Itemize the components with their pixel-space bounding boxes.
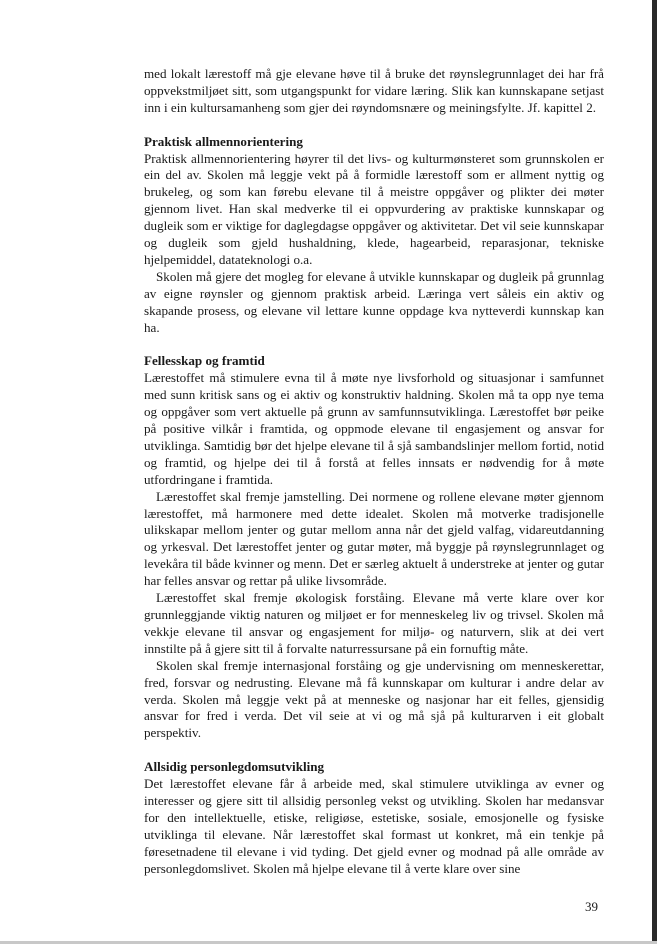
body-paragraph: Lærestoffet skal fremje jamstelling. Dei normene og rollene elevane møter gjennom lærestoffet, må harmonere med dette idealet. Skolen må motverke tradisjonelle ulikskapar mellom jenter og gutar mellom anna når det gjeld valfag, vidareutdanning og yrkesval. Det lærestoffet jenter og gutar møter, må byggje på røynslegrunnlaget og levekåra til både kvinner og menn. Det er særleg aktuelt å understreke at jenter og gutar har felles ansvar og rettar på ulike livsområde. xyxy=(144,488,604,589)
document-body xyxy=(144,66,604,877)
body-paragraph: Skolen må gjere det mogleg for elevane å utvikle kunnskapar og dugleik på grunnlag av eigne røynsler og gjennom praktisk arbeid. Læringa vert såleis ein aktiv og skapande prosess, og elevane vil lettare kunne oppdage kva nytteverdi kunnskap kan ha. xyxy=(144,268,604,335)
page-number: 39 xyxy=(585,899,598,914)
body-paragraph: Skolen skal fremje internasjonal forståing og gje undervisning om menneskerettar, fred, forsvar og nedrusting. Elevane må få kunnskapar om kulturar i andre delar av verda. Skolen må leggje vekt på at menneske og nasjonar har eit felles, gjensidig ansvar for fred i verda. Det vil seie at vi og må sjå på kulturarven i eit globalt perspektiv. xyxy=(144,657,604,741)
section-personlegdom xyxy=(144,759,604,877)
body-paragraph: Lærestoffet må stimulere evna til å møte nye livsforhold og situasjonar i samfunnet med sunn kritisk sans og ei aktiv og konstruktiv haldning. Skolen må ta opp nye tema og oppgåver som vert aktuelle på grunn av samfunnsutviklinga. Lærestoffet bør peike på positive vilkår i framtida, og oppmode elevane til engasjement og ansvar for utviklinga. Samtidig bør det hjelpe elevane til å sjå sambandslinjer mellom fortid, notid og framtid, og hjelpe dei til å forstå at felles innsats er nødvendig for å møte utfordringane i framtida. xyxy=(144,370,604,487)
body-paragraph: Lærestoffet skal fremje økologisk forståing. Elevane må verte klare over kor grunnleggjande viktig naturen og miljøet er for menneskeleg liv og trivsel. Skolen må vekkje elevane til ansvar og engasjement for miljø- og naturvern, slik at dei vert innstilte på å gjere sitt til å forvalte naturressursane på ein fornuftig måte. xyxy=(144,590,604,656)
section-fellesskap xyxy=(144,353,604,742)
section-heading: Fellesskap og framtid xyxy=(144,353,265,369)
section-heading: Praktisk allmennorientering xyxy=(144,133,303,149)
intro-paragraph: med lokalt lærestoff må gje elevane høve til å bruke det røynslegrunnlaget dei har frå oppvekstmiljøet sitt, som utgangspunkt for vidare læring. Slik kan kunnskapane setjast inn i ein kultursamanheng som gjer dei røyndomsnære og meiningsfylte. Jf. kapittel 2. xyxy=(144,66,604,115)
body-paragraph: Praktisk allmennorientering høyrer til det livs- og kulturmønsteret som grunnskolen er ein del av. Skolen må leggje vekt på å formidle lærestoff som er allment nyttig og brukeleg, og som kan førebu elevane til å meistre oppgåver og plikter dei møter gjennom livet. Han skal medverke til ei oppvurdering av praktiske kunnskapar og dugleik som er viktige for daglegdagse oppgåver og aktivitetar. Det vil seie kunnskapar og dugleik som gjeld hushaldning, klede, hagearbeid, reparasjonar, tekniske hjelpemiddel, datateknologi o.a. xyxy=(144,150,604,267)
scan-edge-shadow xyxy=(652,0,657,944)
section-heading: Allsidig personlegdomsutvikling xyxy=(144,759,325,775)
body-paragraph: Det lærestoffet elevane får å arbeide med, skal stimulere utviklinga av evner og interesser og gjere sitt til allsidig personleg vekst og utvikling. Skolen har medansvar for den intellektuelle, etiske, religiøse, estetiske, sosiale, emosjonelle og fysiske utviklinga til elevane. Når lærestoffet skal formast ut konkret, må ein tenkje på føresetnadene til elevane i vid tyding. Det gjeld evner og modnad på alle område av personlegdomslivet. Skolen må hjelpe elevane til å verte klare over sine xyxy=(144,776,604,876)
section-praktisk xyxy=(144,134,604,337)
